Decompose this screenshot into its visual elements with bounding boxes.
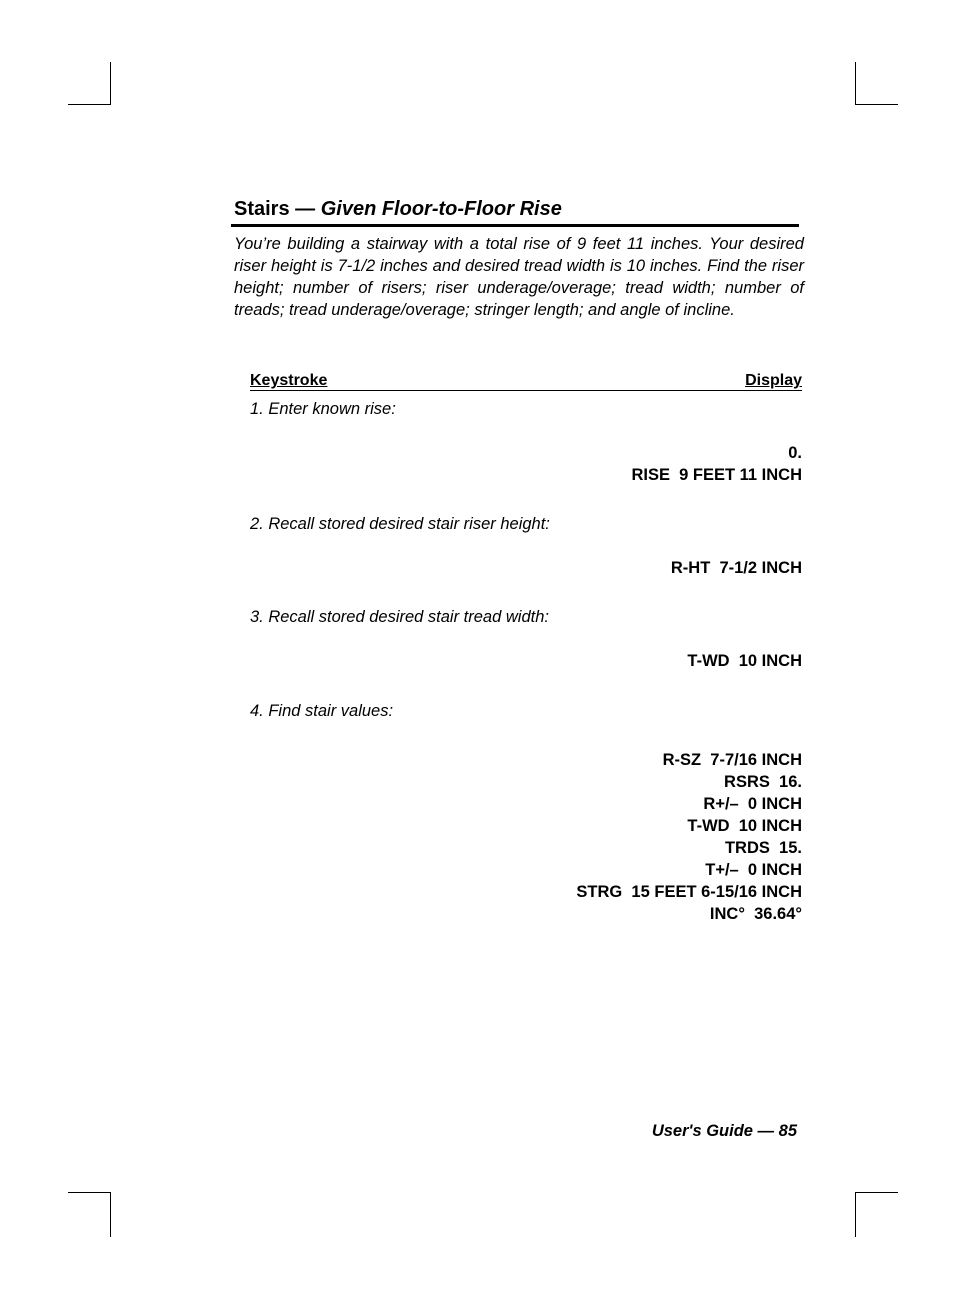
step-4-display-5: TRDS 15. xyxy=(724,839,802,857)
step-4-label: 4. Find stair values: xyxy=(250,702,394,720)
keystroke-header: Keystroke xyxy=(250,372,328,389)
crop-mark-bottom-right-horizontal xyxy=(855,1192,898,1193)
intro-paragraph: You’re building a stairway with a total rise of 9 feet 11 inches. Your desired riser height is 7-1/2 inches and desired tread width is 10 inches. Find the riser height; number of risers; riser underage/overage; tread width; number of treads; tread underage/overage; stringer length; and angle of incline. xyxy=(234,235,804,319)
section-title-italic: Given Floor-to-Floor Rise xyxy=(320,198,562,220)
step-4-display-3: R+/– 0 INCH xyxy=(703,795,802,813)
step-3-display-1: T-WD 10 INCH xyxy=(687,652,802,670)
title-rule xyxy=(231,224,799,227)
crop-mark-bottom-left-horizontal xyxy=(68,1192,111,1193)
display-header: Display xyxy=(745,372,802,389)
page-footer: User's Guide — 85 xyxy=(651,1122,797,1140)
step-2-label: 2. Recall stored desired stair riser height: xyxy=(250,515,550,533)
step-4-display-8: INC° 36.64° xyxy=(709,905,802,923)
step-1-display-1: 0. xyxy=(788,444,802,462)
step-4-display-4: T-WD 10 INCH xyxy=(687,817,802,835)
table-header xyxy=(250,370,802,391)
section-title-main: Stairs — xyxy=(234,198,321,220)
section-title xyxy=(234,196,562,222)
step-2-display-1: R-HT 7-1/2 INCH xyxy=(670,559,802,577)
step-4-display-2: RSRS 16. xyxy=(724,773,802,791)
step-4-display-1: R-SZ 7-7/16 INCH xyxy=(662,751,802,769)
crop-mark-top-right-horizontal xyxy=(855,104,898,105)
step-4-display-7: STRG 15 FEET 6-15/16 INCH xyxy=(576,883,802,901)
crop-mark-top-left-horizontal xyxy=(68,104,111,105)
step-1-display-2: RISE 9 FEET 11 INCH xyxy=(631,466,802,484)
step-4-display-6: T+/– 0 INCH xyxy=(705,861,802,879)
crop-mark-top-left-vertical xyxy=(110,62,111,105)
step-1-label: 1. Enter known rise: xyxy=(250,400,396,418)
crop-mark-top-right-vertical xyxy=(855,62,856,105)
crop-mark-bottom-left-vertical xyxy=(110,1192,111,1237)
step-3-label: 3. Recall stored desired stair tread width: xyxy=(250,608,549,626)
crop-mark-bottom-right-vertical xyxy=(855,1192,856,1237)
